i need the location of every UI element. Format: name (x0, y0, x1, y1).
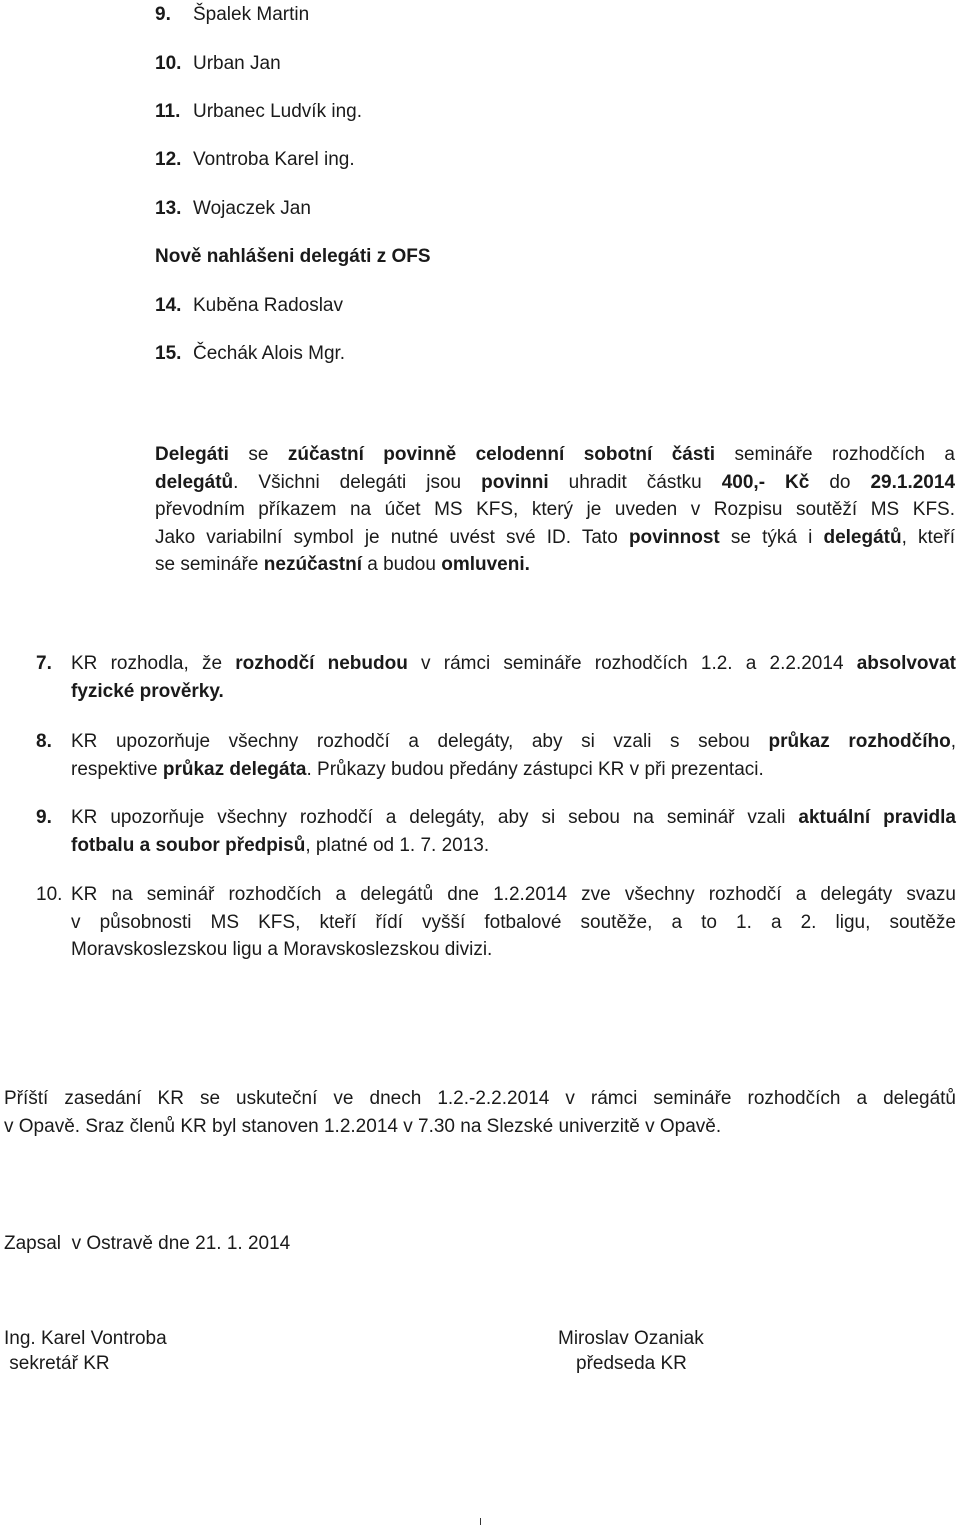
person-name: Špalek Martin (193, 4, 310, 25)
list-number: 11. (155, 101, 181, 122)
paragraph-line: v působnosti MS KFS, kteří řídí vyšší fotbalové soutěže, a to 1. a 2. ligu, soutěže (71, 911, 956, 933)
signature-left-name: Ing. Karel Vontroba (4, 1328, 167, 1349)
page-mark (480, 1518, 481, 1525)
item-number: 7. (36, 653, 52, 674)
person-name: Vontroba Karel ing. (193, 149, 355, 170)
paragraph-line: respektive průkaz delegáta. Průkazy budou předány zástupci KR v při prezentaci. (71, 758, 764, 780)
list-number: 10. (155, 53, 182, 74)
person-name: Urban Jan (193, 53, 281, 74)
paragraph-line: Jako variabilní symbol je nutné uvést své ID. Tato povinnost se týká i delegátů, kteří (155, 526, 955, 548)
signature-right-name: Miroslav Ozaniak (558, 1328, 704, 1349)
paragraph-line: fyzické prověrky. (71, 680, 224, 702)
list-number: 15. (155, 343, 182, 364)
item-number: 10. (36, 884, 63, 905)
list-item (155, 4, 309, 26)
person-name: Čechák Alois Mgr. (193, 343, 346, 364)
list-number: 14. (155, 295, 182, 316)
paragraph-line: převodním příkazem na účet MS KFS, který je uveden v Rozpisu soutěží MS KFS. (155, 499, 955, 520)
delegates-paragraph (155, 441, 955, 579)
list-number: 12. (155, 149, 182, 170)
list-item (155, 149, 355, 171)
item-10-text (71, 881, 956, 964)
list-item (155, 198, 311, 220)
paragraph-line: KR rozhodla, že rozhodčí nebudou v rámci semináře rozhodčích 1.2. a 2.2.2014 absolvovat (71, 653, 956, 674)
paragraph-line: KR upozorňuje všechny rozhodčí a delegáty, aby si vzali s sebou průkaz rozhodčího, (71, 731, 956, 752)
paragraph-line: se semináře nezúčastní a budou omluveni. (155, 554, 530, 575)
paragraph-line: delegátů. Všichni delegáti jsou povinni uhradit částku 400,- Kč do 29.1.2014 (155, 471, 956, 493)
paragraph-line: KR na seminář rozhodčích a delegátů dne 1.2.2014 zve všechny rozhodčí a delegáty svazu (71, 884, 956, 905)
paragraph-line: Delegáti se zúčastní povinně celodenní sobotní části semináře rozhodčích a (155, 444, 955, 465)
next-meeting-paragraph (4, 1085, 956, 1140)
item-7-text (71, 650, 956, 705)
person-name: Urbanec Ludvík ing. (193, 101, 362, 122)
signature-right-role: předseda KR (576, 1353, 687, 1374)
recorded-line: Zapsal v Ostravě dne 21. 1. 2014 (4, 1233, 291, 1254)
list-item (155, 343, 345, 365)
signature-left-role: sekretář KR (4, 1353, 110, 1374)
list-number: 9. (155, 4, 171, 25)
item-9-text (71, 804, 956, 859)
paragraph-line: v Opavě. Sraz členů KR byl stanoven 1.2.2014 v 7.30 na Slezské univerzitě v Opavě. (4, 1115, 722, 1137)
list-number: 13. (155, 198, 182, 219)
list-item (155, 53, 281, 75)
delegates-heading: Nově nahlášeni delegáti z OFS (155, 246, 431, 267)
paragraph-line: Příští zasedání KR se uskuteční ve dnech 1.2.-2.2.2014 v rámci semináře rozhodčích a delegátů (4, 1088, 956, 1109)
item-number: 8. (36, 731, 52, 752)
item-8-text (71, 728, 956, 783)
paragraph-line: Moravskoslezskou ligu a Moravskoslezskou divizi. (71, 939, 493, 960)
person-name: Wojaczek Jan (193, 198, 311, 219)
list-item (155, 101, 362, 123)
person-name: Kuběna Radoslav (193, 295, 343, 316)
paragraph-line: fotbalu a soubor předpisů, platné od 1. 7. 2013. (71, 834, 490, 856)
list-item (155, 295, 343, 317)
item-number: 9. (36, 807, 52, 828)
paragraph-line: KR upozorňuje všechny rozhodčí a delegáty, aby si sebou na seminář vzali aktuální pravidla (71, 807, 956, 828)
